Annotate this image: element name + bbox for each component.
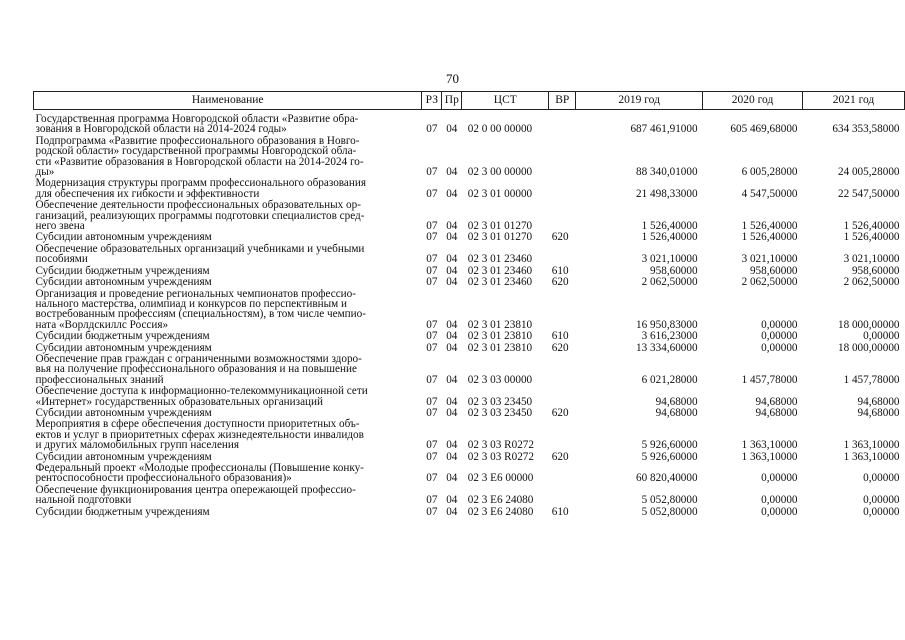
row-vr (549, 386, 576, 408)
row-value-2020: 0,00000 (761, 494, 798, 507)
row-value-2020: 0,00000 (761, 330, 798, 343)
row-name: Организация и проведение региональных чемпионатов профессио- нального мастерства, олимпиад и конкурсов по перспективным и востребованным профессиям (специальностям), в том числе чемпио- ната «Ворлдскиллс Россия» (35, 287, 366, 331)
row-value-2021: 94,68000 (857, 395, 900, 408)
table-row (34, 463, 905, 485)
table-row (34, 354, 905, 386)
page-number: 70 (446, 71, 459, 86)
row-vr: 620 (551, 450, 569, 463)
row-name: Субсидии автономным учреждениям (35, 341, 212, 354)
row-value-2019: 21 498,33000 (636, 187, 698, 200)
row-value-2021: 94,68000 (857, 406, 900, 419)
table-row (34, 110, 905, 136)
row-rz: 07 (426, 450, 438, 463)
row-cst: 02 3 01 23810 (467, 330, 533, 343)
row-name: Мероприятия в сфере обеспечения доступности приоритетных объ- ектов и услуг в приоритетных сферах жизнедеятельности инвалидов и других маломобильных групп населения (35, 418, 364, 452)
row-rz: 07 (426, 472, 438, 485)
row-cst: 02 3 03 R0272 (467, 439, 534, 452)
row-cst: 02 3 03 23450 (467, 406, 533, 419)
row-value-2019: 60 820,40000 (636, 472, 698, 485)
header-pr: Пр (442, 92, 462, 110)
row-value-2019: 88 340,01000 (636, 166, 698, 179)
row-pr: 04 (446, 330, 458, 343)
row-vr: 620 (551, 341, 569, 354)
row-vr (549, 110, 576, 136)
row-pr: 04 (446, 276, 458, 289)
table-row (34, 178, 905, 200)
row-name: Субсидии автономным учреждениям (35, 450, 212, 463)
row-cst: 02 3 01 23810 (467, 318, 533, 331)
header-cst: ЦСТ (462, 92, 549, 110)
row-value-2021: 22 547,50000 (837, 187, 900, 200)
row-value-2019: 3 021,10000 (641, 253, 698, 266)
row-value-2019: 13 334,60000 (636, 341, 698, 354)
row-name: Субсидии бюджетным учреждениям (35, 505, 210, 518)
row-value-2021: 958,60000 (851, 264, 900, 277)
row-cst: 02 0 00 00000 (467, 123, 533, 136)
row-rz: 07 (426, 220, 438, 233)
row-vr (549, 354, 576, 386)
row-rz: 07 (426, 395, 438, 408)
row-value-2020: 3 021,10000 (741, 253, 798, 266)
row-pr: 04 (446, 220, 458, 233)
row-pr: 04 (446, 472, 458, 485)
row-pr: 04 (446, 166, 458, 179)
row-pr: 04 (446, 494, 458, 507)
row-name: Субсидии бюджетным учреждениям (35, 330, 210, 343)
row-value-2019: 94,68000 (655, 406, 698, 419)
row-vr: 620 (551, 406, 569, 419)
row-value-2019: 958,60000 (650, 264, 698, 277)
row-vr (549, 485, 576, 507)
row-rz: 07 (426, 264, 438, 277)
row-value-2020: 1 363,10000 (741, 450, 798, 463)
row-value-2019: 5 926,60000 (641, 450, 698, 463)
table-body (34, 110, 905, 519)
row-value-2021: 3 021,10000 (843, 253, 900, 266)
row-vr (549, 244, 576, 266)
header-name: Наименование (34, 92, 422, 110)
row-rz: 07 (426, 166, 438, 179)
row-value-2019: 5 052,80000 (641, 494, 698, 507)
row-value-2020: 0,00000 (761, 341, 798, 354)
row-name: Обеспечение деятельности профессиональных образовательных ор- ганизаций, реализующих программы подготовки специалистов сред- него звена (35, 199, 365, 233)
row-pr: 04 (446, 123, 458, 136)
row-value-2020: 2 062,50000 (741, 276, 798, 289)
row-value-2021: 0,00000 (863, 505, 900, 518)
row-rz: 07 (426, 505, 438, 518)
row-cst: 02 3 E6 24080 (467, 494, 534, 507)
row-name: Подпрограмма «Развитие профессионального образования в Новго- родской области» государственной программы Новгородской обла- сти «Развитие образования в Новгородской области на 2014-2024 го- ды» (35, 134, 364, 179)
table-row (34, 289, 905, 332)
row-vr: 620 (551, 276, 569, 289)
row-rz: 07 (426, 231, 438, 244)
row-pr: 04 (446, 439, 458, 452)
row-value-2020: 605 469,68000 (730, 123, 798, 136)
budget-table (33, 91, 905, 518)
row-rz: 07 (426, 439, 438, 452)
table-row (34, 419, 905, 451)
row-value-2020: 0,00000 (761, 505, 798, 518)
row-value-2021: 18 000,00000 (837, 341, 900, 354)
row-value-2019: 94,68000 (655, 395, 698, 408)
row-value-2021: 1 526,40000 (843, 220, 900, 233)
row-pr: 04 (446, 505, 458, 518)
row-value-2021: 0,00000 (863, 494, 900, 507)
row-rz: 07 (426, 253, 438, 266)
row-rz: 07 (426, 373, 438, 386)
row-cst: 02 3 03 00000 (467, 373, 533, 386)
row-rz: 07 (426, 187, 438, 200)
row-value-2021: 634 353,58000 (832, 123, 900, 136)
row-rz: 07 (426, 406, 438, 419)
row-pr: 04 (446, 341, 458, 354)
row-name: Субсидии автономным учреждениям (35, 276, 212, 289)
row-name: Субсидии автономным учреждениям (35, 231, 212, 244)
row-cst: 02 3 01 00000 (467, 187, 533, 200)
row-vr: 610 (551, 505, 569, 518)
row-name: Обеспечение прав граждан с ограниченными возможностями здоро- вья на получение профессионального образования и на повышение профессиональных знаний (35, 352, 362, 386)
row-vr: 610 (551, 330, 569, 343)
row-value-2021: 18 000,00000 (837, 318, 900, 331)
row-value-2019: 2 062,50000 (641, 276, 698, 289)
header-vr: ВР (549, 92, 576, 110)
row-rz: 07 (426, 318, 438, 331)
row-value-2020: 958,60000 (749, 264, 798, 277)
row-rz: 07 (426, 341, 438, 354)
row-pr: 04 (446, 373, 458, 386)
row-rz: 07 (426, 330, 438, 343)
row-value-2020: 6 005,28000 (741, 166, 798, 179)
row-pr: 04 (446, 450, 458, 463)
row-value-2019: 687 461,91000 (630, 123, 698, 136)
row-value-2019: 1 526,40000 (641, 231, 698, 244)
table-row (34, 331, 905, 342)
row-value-2021: 1 457,78000 (843, 373, 900, 386)
row-rz: 07 (426, 494, 438, 507)
row-value-2021: 1 363,10000 (843, 439, 900, 452)
row-cst: 02 3 01 23810 (467, 341, 533, 354)
row-value-2021: 2 062,50000 (843, 276, 900, 289)
row-value-2019: 3 616,23000 (641, 330, 698, 343)
row-cst: 02 3 01 01270 (467, 220, 533, 233)
table-row (34, 200, 905, 232)
row-value-2020: 94,68000 (755, 406, 798, 419)
row-name: Модернизация структуры программ профессионального образования для обеспечения их гибкости и эффективности (35, 177, 367, 200)
row-vr: 620 (551, 231, 569, 244)
row-value-2020: 4 547,50000 (741, 187, 798, 200)
row-value-2021: 0,00000 (863, 330, 900, 343)
row-cst: 02 3 01 23460 (467, 264, 533, 277)
row-value-2020: 1 363,10000 (741, 439, 798, 452)
row-name: Обеспечение доступа к информационно-телекоммуникационной сети «Интернет» государственных образовательных организаций (35, 385, 368, 408)
row-pr: 04 (446, 253, 458, 266)
row-value-2019: 1 526,40000 (641, 220, 698, 233)
row-value-2019: 5 926,60000 (641, 439, 698, 452)
table-row (34, 277, 905, 288)
row-name: Государственная программа Новгородской области «Развитие обра- зования в Новгородской области на 2014-2024 годы» (35, 113, 359, 136)
row-vr (549, 136, 576, 179)
row-cst: 02 3 03 R0272 (467, 450, 534, 463)
row-value-2021: 24 005,28000 (837, 166, 900, 179)
row-cst: 02 3 01 23460 (467, 276, 533, 289)
header-2021: 2021 год (803, 92, 905, 110)
row-name: Обеспечение функционирования центра опережающей профессио- нальной подготовки (35, 483, 356, 507)
row-vr (549, 463, 576, 485)
row-cst: 02 3 01 23460 (467, 253, 533, 266)
row-value-2021: 1 363,10000 (843, 450, 900, 463)
row-name: Обеспечение образовательных организаций учебниками и учебными пособиями (35, 242, 365, 266)
row-value-2020: 1 457,78000 (741, 373, 798, 386)
row-value-2019: 5 052,80000 (641, 505, 698, 518)
row-value-2020: 94,68000 (755, 395, 798, 408)
row-cst: 02 3 03 23450 (467, 395, 533, 408)
row-value-2021: 0,00000 (863, 472, 900, 485)
row-vr: 610 (551, 264, 569, 277)
table-row (34, 507, 905, 518)
table-row (34, 485, 905, 507)
row-cst: 02 3 00 00000 (467, 166, 533, 179)
header-2020: 2020 год (703, 92, 803, 110)
row-name: Субсидии бюджетным учреждениям (35, 264, 210, 277)
row-vr (549, 419, 576, 451)
row-value-2020: 0,00000 (761, 318, 798, 331)
row-pr: 04 (446, 406, 458, 419)
header-rz: РЗ (422, 92, 442, 110)
row-value-2021: 1 526,40000 (843, 231, 900, 244)
row-value-2020: 1 526,40000 (741, 231, 798, 244)
row-pr: 04 (446, 318, 458, 331)
row-value-2019: 16 950,83000 (636, 318, 698, 331)
row-cst: 02 3 E6 24080 (467, 505, 534, 518)
header-2019: 2019 год (576, 92, 703, 110)
row-pr: 04 (446, 395, 458, 408)
row-vr (549, 178, 576, 200)
row-vr (549, 200, 576, 232)
table-row (34, 136, 905, 179)
row-rz: 07 (426, 276, 438, 289)
row-cst: 02 3 E6 00000 (467, 472, 534, 485)
row-pr: 04 (446, 187, 458, 200)
row-vr (549, 289, 576, 332)
table-row (34, 386, 905, 408)
row-name: Федеральный проект «Молодые профессионалы (Повышение конку- рентоспособности профессионального образования)» (35, 462, 364, 485)
row-name: Субсидии автономным учреждениям (35, 406, 212, 419)
row-rz: 07 (426, 123, 438, 136)
table-header-row (34, 92, 905, 110)
row-value-2019: 6 021,28000 (641, 373, 698, 386)
row-cst: 02 3 01 01270 (467, 231, 533, 244)
row-value-2020: 1 526,40000 (741, 220, 798, 233)
row-pr: 04 (446, 264, 458, 277)
table-row (34, 244, 905, 266)
row-value-2020: 0,00000 (761, 472, 798, 485)
row-pr: 04 (446, 231, 458, 244)
